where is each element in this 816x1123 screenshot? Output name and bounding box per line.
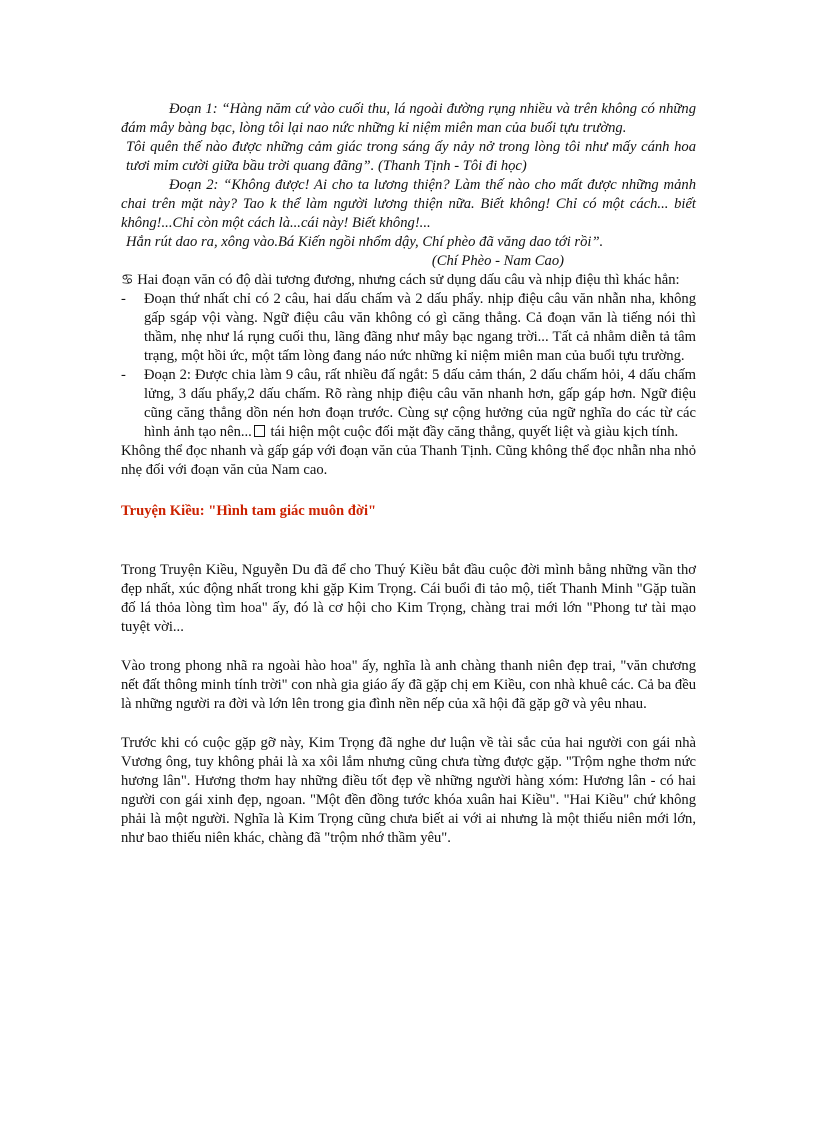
analysis-intro-text: Hai đoạn văn có độ dài tương đương, nhưng cách sử dụng dấu câu và nhịp điệu thì khác hẳn: <box>137 272 680 288</box>
analysis-conclusion: Không thể đọc nhanh và gấp gáp với đoạn văn của Thanh Tịnh. Cũng không thể đọc nhẫn nha nhỏ nhẹ đối với đoạn văn của Nam cao. <box>121 443 696 478</box>
analysis-intro <box>121 271 696 290</box>
doan2-source: (Chí Phèo - Nam Cao) <box>431 253 564 269</box>
bullet-dash: - <box>121 367 126 383</box>
doan1-paragraph: Đoạn 1: “Hàng năm cứ vào cuối thu, lá ngoài đường rụng nhiều và trên không có những đám mây bàng bạc, lòng tôi lại nao nức những kỉ niệm miên man của buổi tựu trường. <box>121 101 696 136</box>
spacer <box>121 521 696 561</box>
bullet-text-continued: tái hiện một cuộc đối mặt đầy căng thẳng, quyết liệt và giàu kịch tính. <box>270 424 679 440</box>
spacer <box>121 637 696 657</box>
document-page <box>121 100 696 848</box>
cancer-sign-icon: ♋ <box>121 272 134 288</box>
doan2-paragraph: Đoạn 2: “Không được! Ai cho ta lương thiện? Làm thế nào cho mất được những mảnh chai trên mặt này? Tao k thể làm người lương thiện nữa. Biết không! Chỉ có một cách... biết không!...Chỉ còn một cách là...cái này! Biết không!... <box>121 177 696 231</box>
square-icon <box>254 425 265 437</box>
bullet-text: Đoạn thứ nhất chỉ có 2 câu, hai dấu chấm và 2 dấu phẩy. nhịp điệu câu văn nhẫn nha, không gấp sgáp vội vàng. Ngữ điệu câu văn không có gì căng thẳng. Cả đoạn văn là tiếng nói thì thầm, nhẹ như lá rụng cuối thu, lãng đãng như mây bạc ngang trời... Tất cả nhằm diễn tả tâm trạng, một hồi ức, một tấm lòng đang náo nức những kỉ niệm miên man của buổi tựu trường. <box>144 291 696 364</box>
bullet-dash: - <box>121 291 126 307</box>
spacer <box>121 714 696 734</box>
bullet-text: Đoạn 2: Được chia làm 9 câu, rất nhiều đấ ngắt: 5 dấu cảm thán, 2 dấu chấm hỏi, 4 dấu chấm lửng, 3 dấu phẩy,2 dấu chấm. Rõ ràng nhịp điệu câu văn nhanh hơn, gấp gáp hơn. Ngữ điệu cũng căng thẳng dồn nén hơn đoạn trước. Cùng sự cộng hưởng của ngữ nghĩa do các từ các hình ảnh tạo nên... <box>144 367 696 440</box>
list-item <box>121 366 696 442</box>
kieu-paragraph-3: Trước khi có cuộc gặp gỡ này, Kim Trọng đã nghe dư luận về tài sắc của hai người con gái nhà Vương ông, tuy không phải là xa xôi lắm nhưng cũng chưa từng được gặp. "Trộm nghe thơm nức hương lân". Hương thơm hay những điều tốt đẹp về những người hàng xóm: Hương lân - có hai người con gái xinh đẹp, ngoan. "Một đền đồng tước khóa xuân hai Kiều". "Hai Kiều" chứ không phải là một người. Nghĩa là Kim Trọng cũng chưa biết ai với ai nhưng là một thiếu niên mới lớn, như bao thiếu niên khác, chàng đã "trộm nhớ thầm yêu". <box>121 735 696 846</box>
doan1-paragraph-2: Tôi quên thế nào được những cảm giác trong sáng ấy nảy nở trong lòng tôi như mấy cánh hoa tươi mỉm cười giữa bầu trời quang đãng”. (Thanh Tịnh - Tôi đi học) <box>126 139 696 174</box>
doan2-paragraph-2: Hắn rút dao ra, xông vào.Bá Kiến ngồi nhổm dậy, Chí phèo đã văng dao tới rồi”. <box>126 234 604 250</box>
analysis-list <box>121 290 696 442</box>
kieu-paragraph-2: Vào trong phong nhã ra ngoài hào hoa" ấy, nghĩa là anh chàng thanh niên đẹp trai, "văn chương nết đất thông minh tính trời" con nhà gia giáo ấy đã gặp chị em Kiều, con nhà khuê các. Cả ba đều là những người ra đời và lớn lên trong gia đình nền nếp của xã hội đã gặp gỡ và yêu nhau. <box>121 658 696 712</box>
kieu-paragraph-1: Trong Truyện Kiều, Nguyễn Du đã để cho Thuý Kiều bắt đầu cuộc đời mình bằng những vần thơ đẹp nhất, xúc động nhất trong khi gặp Kim Trọng. Cái buổi đi tảo mộ, tiết Thanh Minh "Gặp tuần đố lá thỏa lòng tìm hoa" ấy, đó là cơ hội cho Kim Trọng, chàng trai mới lớn "Phong tư tài mạo tuyệt vời... <box>121 562 696 635</box>
list-item <box>121 290 696 366</box>
section-heading: Truyện Kiều: "Hình tam giác muôn đời" <box>121 503 377 519</box>
